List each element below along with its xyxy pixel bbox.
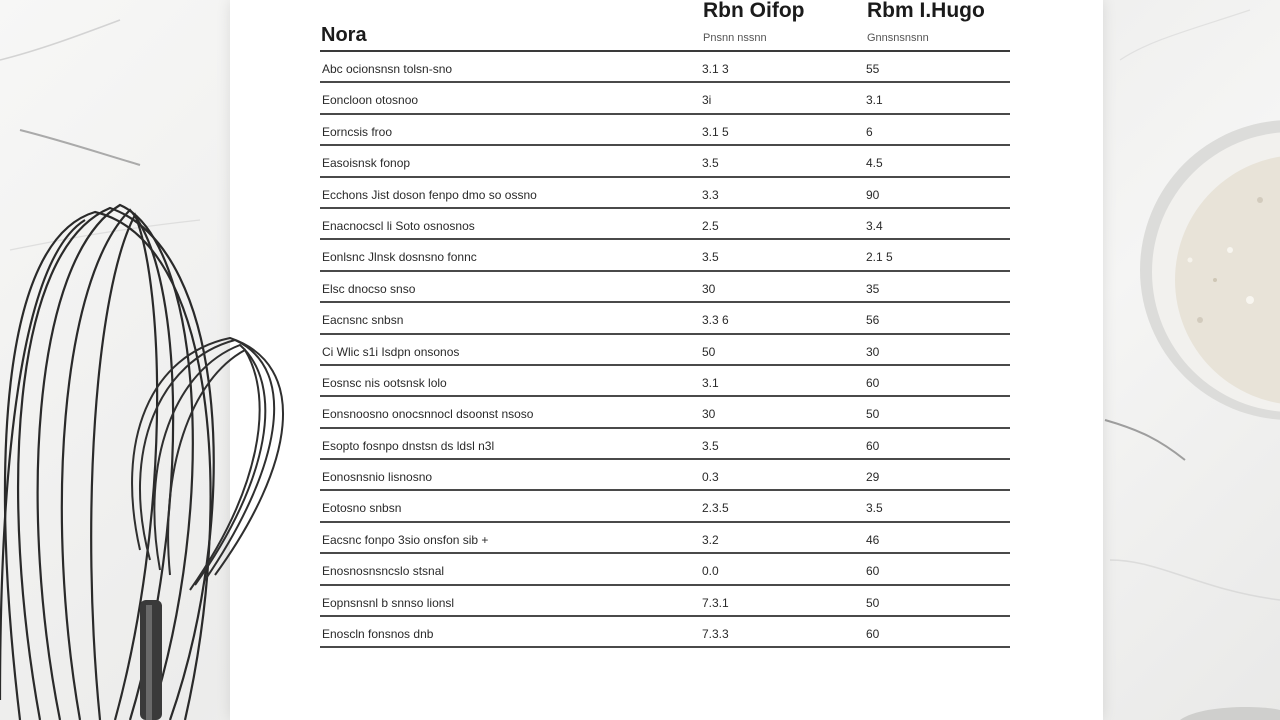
row-value-v1: 3.1 (702, 375, 719, 390)
table-row (320, 617, 1010, 648)
row-value-v2: 3.1 (866, 93, 883, 108)
row-label: Enacnocscl li Soto osnosnos (322, 218, 475, 233)
table-row (320, 52, 1010, 83)
table-row (320, 586, 1010, 617)
row-label: Eotosno snbsn (322, 501, 402, 516)
table-row (320, 397, 1010, 428)
row-value-v1: 2.3.5 (702, 501, 729, 516)
row-label: Eacnsnc snbsn (322, 313, 404, 328)
row-value-v2: 60 (866, 627, 880, 642)
table-row (320, 146, 1010, 177)
table-row (320, 209, 1010, 240)
table-row (320, 240, 1010, 271)
table-row (320, 366, 1010, 397)
row-label: Enoscln fonsnos dnb (322, 627, 434, 642)
row-value-v2: 6 (866, 124, 873, 139)
row-value-v1: 0.0 (702, 564, 719, 579)
row-value-v1: 7.3.1 (702, 595, 729, 610)
row-value-v2: 55 (866, 62, 880, 76)
row-value-v1: 3.3 6 (702, 313, 729, 328)
row-label: Eonlsnc Jlnsk dosnsno fonnc (322, 250, 477, 265)
row-label: Eonosnsnio lisnosno (322, 470, 433, 485)
table-row (320, 178, 1010, 209)
column-1-header: Rbn Oifop (703, 0, 805, 22)
row-value-v1: 3.1 5 (702, 124, 729, 139)
table-row (320, 523, 1010, 554)
row-value-v2: 30 (866, 344, 880, 359)
table-row (320, 429, 1010, 460)
row-label: Ci Wlic s1i Isdpn onsonos (322, 344, 460, 359)
row-value-v2: 50 (866, 407, 880, 422)
row-value-v1: 3.3 (702, 187, 719, 202)
row-label: Ecchons Jist doson fenpo dmo so ossno (322, 187, 537, 202)
row-value-v1: 0.3 (702, 470, 719, 485)
table-row (320, 335, 1010, 366)
column-2-header: Rbm I.Hugo (867, 0, 985, 22)
row-value-v1: 3.1 3 (702, 62, 729, 76)
row-value-v2: 3.5 (866, 501, 883, 516)
row-value-v1: 30 (702, 281, 716, 296)
row-value-v1: 3.5 (702, 156, 719, 171)
row-value-v2: 2.1 5 (866, 250, 893, 265)
row-value-v2: 60 (866, 564, 880, 579)
row-label: Eonsnoosno onocsnnocl dsoonst nsoso (322, 407, 534, 422)
row-value-v1: 3.5 (702, 438, 719, 453)
row-label: Eorncsis froo (322, 124, 393, 139)
row-label: Easoisnsk fonop (322, 156, 411, 171)
row-label: Eosnsc nis ootsnsk lolo (322, 375, 447, 390)
row-label: Elsc dnocso snso (322, 281, 416, 296)
table-row (320, 83, 1010, 114)
recipe-sheet (230, 0, 1103, 720)
row-label: Eoncloon otosnoo (322, 93, 419, 108)
data-table (320, 50, 1010, 648)
column-1-subheader: Pnsnn nssnn (703, 32, 767, 44)
row-value-v1: 2.5 (702, 218, 719, 233)
row-value-v1: 7.3.3 (702, 627, 729, 642)
row-value-v1: 30 (702, 407, 716, 422)
row-label: Esopto fosnpo dnstsn ds ldsl n3l (322, 438, 495, 453)
row-value-v2: 4.5 (866, 156, 883, 171)
row-value-v2: 56 (866, 313, 880, 328)
row-value-v2: 35 (866, 281, 880, 296)
row-value-v2: 3.4 (866, 218, 883, 233)
row-value-v2: 60 (866, 438, 880, 453)
row-value-v1: 3.5 (702, 250, 719, 265)
table-row (320, 491, 1010, 522)
table-row (320, 303, 1010, 334)
row-value-v2: 29 (866, 470, 880, 485)
row-value-v2: 46 (866, 532, 880, 547)
row-value-v2: 90 (866, 187, 880, 202)
row-value-v2: 60 (866, 375, 880, 390)
row-label: Eopnsnsnl b snnso lionsl (322, 595, 455, 610)
row-label: Eacsnc fonpo 3sio onsfon sib + (322, 532, 489, 547)
row-value-v1: 3.2 (702, 532, 719, 547)
row-value-v1: 50 (702, 344, 716, 359)
column-2-subheader: Gnnsnsnsnn (867, 32, 929, 44)
table-row (320, 460, 1010, 491)
table-row (320, 272, 1010, 303)
table-row (320, 554, 1010, 585)
row-value-v1: 3i (702, 93, 712, 108)
name-column-header: Nora (321, 24, 367, 46)
row-label: Enosnosnsncslo stsnal (322, 564, 445, 579)
row-label: Abc ocionsnsn tolsn-sno (322, 62, 453, 76)
row-value-v2: 50 (866, 595, 880, 610)
table-row (320, 115, 1010, 146)
